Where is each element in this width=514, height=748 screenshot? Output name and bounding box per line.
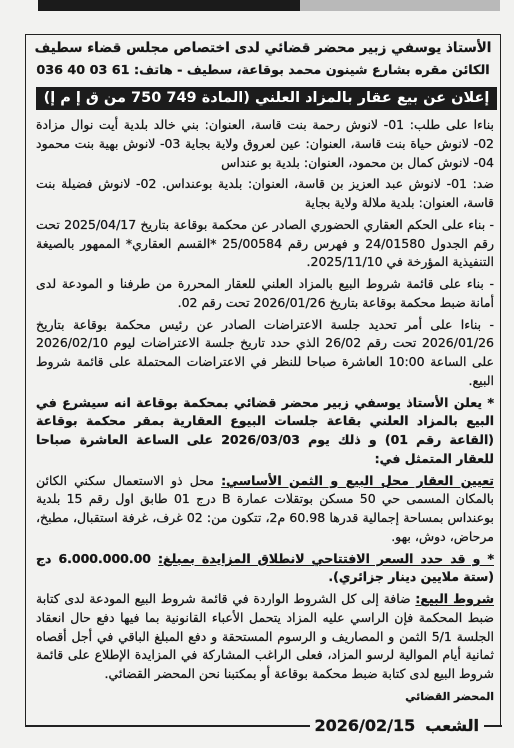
conditions-list-paragraph: - بناء على قائمة شروط البيع بالمزاد العلني للعقار المحررة من طرفنا و المودعة لدى أمانة ضبط محكمة بوقاعة بتاريخ 2026/01/26 تحت رقم 02. xyxy=(36,276,494,310)
sale-announcement-paragraph: * يعلن الأستاذ يوسفي زبير محضر قضائي بمحكمة بوقاعة انه سيشرع في البيع بالمزاد العلني بقاعة جلسات البيوع العقارية بمقر محكمة بوقاعة (القاعة رقم 01) و ذلك يوم 2026/03/03 على الساعة العاشرة صباحا للعقار المتمثل في: xyxy=(36,394,494,466)
opening-price-heading: * و قد حدد السعر الافتتاحي لانطلاق المزايدة بمبلغ: xyxy=(158,550,494,566)
bailiff-name-line xyxy=(34,38,492,59)
requesters-paragraph: بناءا على طلب: 01- لانوش رحمة بنت قاسة، العنوان: بني خالد بلدية أيت نوال مزادة 02- لانوش حياة بنت قاسة، العنوان: عين لعروق ولاية بجاية 03- لانوش بهية بنت محمود 04- لانوش كمال بن محمود، العنوان: بلدية بو عنداس xyxy=(36,117,494,170)
notice-body xyxy=(36,116,494,708)
objections-order-paragraph: - بناءا على أمر تحديد جلسة الاعتراضات الصادر عن رئيس محكمة بوقاعة بتاريخ 2026/01/26 تحت رقم 26/02 الذي حدد تاريخ جلسة الاعتراضات ليوم 2026/02/10 على الساعة 10:00 العاشرة صباحا للنظر في الاعتراضات المحتملة على قائمة شروط البيع. xyxy=(36,316,494,388)
property-heading: تعيين العقار محل البيع و الثمن الأساسي: xyxy=(221,472,494,488)
notice-title: إعلان عن بيع عقار بالمزاد العلني (المادة 749 750 من ق إ م إ) xyxy=(43,90,490,106)
bailiff-address: الكائن مقره بشارع شينون محمد بوقاعة، سطيف - هاتف: xyxy=(134,63,490,78)
bailiff-name: الأستاذ يوسفي زبير محضر قضائي لدى اختصاص مجلس قضاء سطيف xyxy=(34,40,492,56)
sale-terms-text: ضافة إلى كل الشروط الواردة في قائمة شروط البيع المودعة لدى كتابة ضبط المحكمة فإن الراسي عليه المزاد يتحمل الأعباء القانونية بما فيها دفع حال انعقاد الجلسة 5/1 الثمن و المصاريف و الرسوم المستحقة و دفع المبلغ الباقي في أجل أقصاه ثمانية أيام الموالية لرسو المزاد، فعلى الراغب المشاركة في المزايدة الإطلاع على قائمة شروط البيع لدى كتابة ضبط محكمة بوقاعة أو بمكتبنا نحن المحضر القضائي. xyxy=(36,591,494,681)
footer-rule-left xyxy=(25,725,310,727)
legal-notice-frame xyxy=(25,34,501,726)
newspaper-name: الشعب xyxy=(425,716,479,735)
notice-title-bar xyxy=(36,87,497,110)
opening-price-paragraph xyxy=(36,550,494,588)
bailiff-address-line xyxy=(34,60,492,81)
publication-footer xyxy=(25,714,502,737)
defendants-paragraph: ضد: 01- لانوش عبد العزيز بن قاسة، العنوان: بلدية بوعنداس. 02- لانوش فضيلة بنت قاسة، العنوان: بلدية ملالة ولاية بجاية xyxy=(36,176,494,210)
publication-date: 2026/02/15 xyxy=(314,716,416,735)
signature: المحضر القضائي xyxy=(405,689,494,703)
sale-terms-heading: شروط البيع: xyxy=(415,591,494,606)
signature-row xyxy=(36,687,494,706)
footer-rule-right xyxy=(484,725,502,727)
notice-body-text xyxy=(36,116,494,706)
previous-ad-edge-gray xyxy=(300,0,500,11)
property-paragraph xyxy=(36,472,494,547)
property-description: محل ذو الاستعمال سكني الكائن بالمكان المسمى حي 50 مسكن بوتقلات عمارة B درج 01 طابق اول رقم 15 بلدية بوعنداس بمساحة إجمالية قدرها 60.98 م2، تتكون من: 02 غرف، غرفة استقبال، مطبخ، مرحاض، دوش، بهو. xyxy=(36,472,494,544)
previous-ad-edge xyxy=(38,0,300,11)
bailiff-phone: 036 40 03 61 xyxy=(36,63,130,78)
judgment-paragraph: - بناء على الحكم العقاري الحضوري الصادر عن محكمة بوقاعة بتاريخ 2025/04/17 تحت رقم الجدول 24/01580 و فهرس رقم 25/00584 *القسم العقاري* الممهور بالصيغة التنفيذية المؤرخة في 2025/11/10. xyxy=(36,216,494,270)
sale-terms-paragraph xyxy=(36,590,494,684)
opening-price-value: 6.000.000.00 دج (ستة ملايين دينار جزائري). xyxy=(36,550,494,585)
